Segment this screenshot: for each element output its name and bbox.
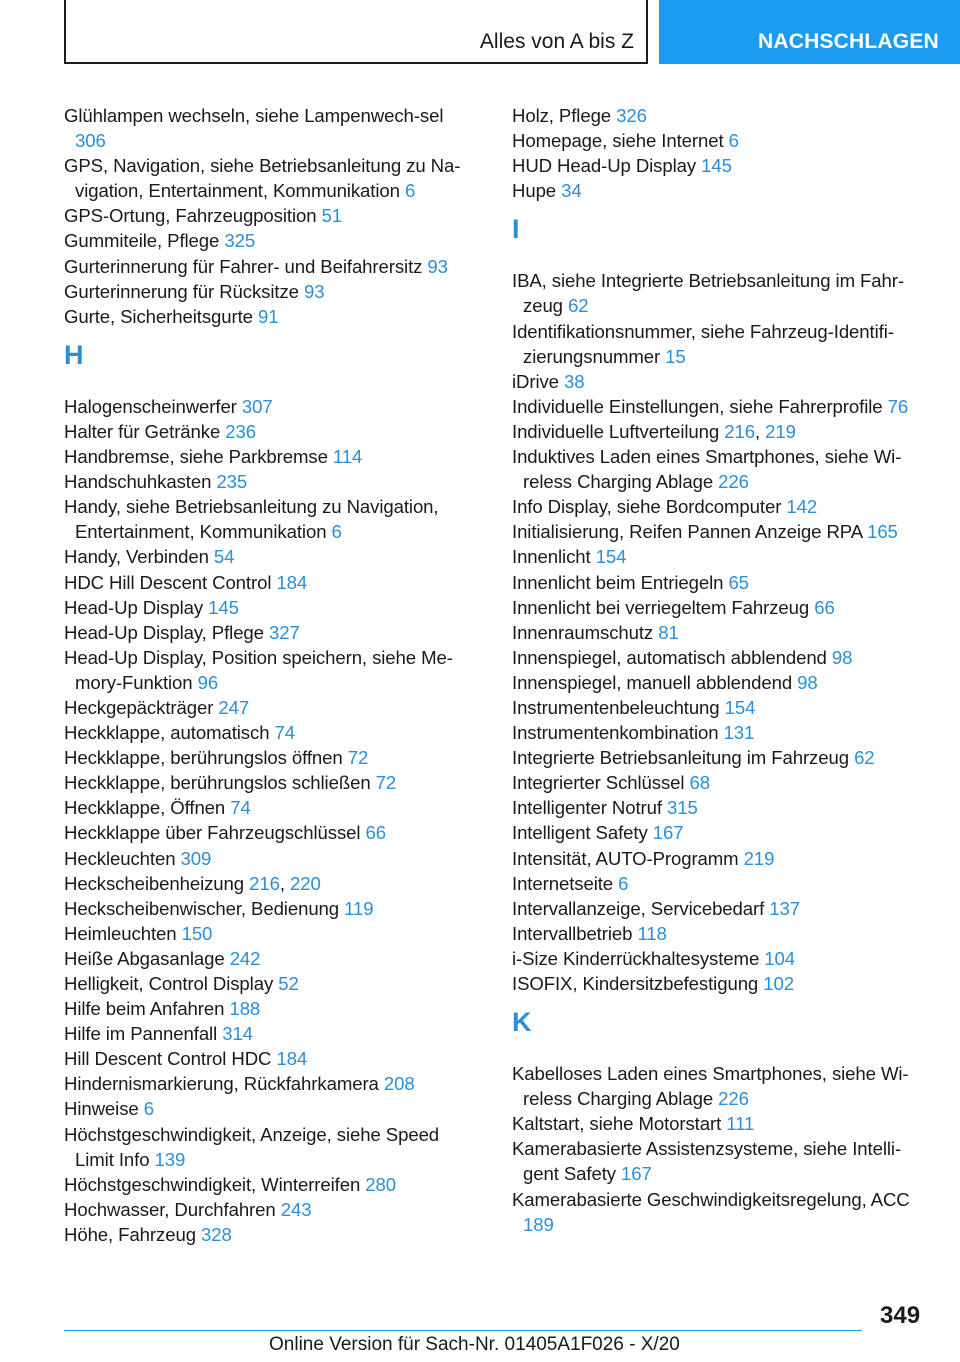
page-reference-link[interactable]: 34 xyxy=(561,180,582,202)
index-entry xyxy=(512,494,928,519)
index-entry xyxy=(512,1187,928,1237)
page-reference-link[interactable]: 81 xyxy=(658,621,679,643)
page-number: 349 xyxy=(880,1302,921,1329)
index-entry xyxy=(64,1222,474,1247)
index-column-left xyxy=(64,103,474,1247)
index-entry-term: Intervallanzeige, Servicebedarf xyxy=(512,897,765,919)
index-entry-term: Info Display, siehe Bordcomputer xyxy=(512,496,782,518)
index-entry xyxy=(64,153,474,203)
page-reference-link[interactable]: 98 xyxy=(797,671,818,693)
index-entry xyxy=(512,971,928,996)
index-entry xyxy=(64,846,474,871)
page-reference-link[interactable]: 6 xyxy=(404,180,416,202)
index-entry xyxy=(64,469,474,494)
page-reference-link[interactable]: 68 xyxy=(689,772,711,794)
index-entry xyxy=(64,254,474,279)
page-reference-link[interactable]: 62 xyxy=(854,747,875,769)
index-entry-term: Innenspiegel, automatisch abblendend xyxy=(512,646,827,668)
index-entry xyxy=(64,394,474,419)
section-title: Alles von A bis Z xyxy=(479,30,634,53)
page-reference-link[interactable]: 184 xyxy=(276,571,308,593)
index-entry-term: HDC Hill Descent Control xyxy=(64,571,272,593)
index-entry xyxy=(512,519,928,544)
page-reference-link[interactable]: 93 xyxy=(303,280,325,302)
index-entry-term: GPS, Navigation, siehe Betriebsanleitung zu Na‐vigation, Entertainment, Kommunikation xyxy=(64,155,461,202)
page-reference-link[interactable]: 96 xyxy=(197,671,219,693)
index-entry-term: Kaltstart, siehe Motorstart xyxy=(512,1113,722,1135)
index-entry-term: GPS-Ortung, Fahrzeugposition xyxy=(64,205,317,227)
index-entry xyxy=(512,871,928,896)
page-reference-link[interactable]: 188 xyxy=(229,998,261,1020)
page-reference-link[interactable]: 309 xyxy=(180,847,212,869)
index-entry xyxy=(512,153,928,178)
index-entry xyxy=(64,820,474,845)
index-entry xyxy=(64,645,474,695)
index-entry xyxy=(512,1061,928,1111)
index-entry xyxy=(64,971,474,996)
index-entry xyxy=(512,720,928,745)
page-reference-link[interactable]: 307 xyxy=(241,395,273,417)
index-entry-term: Hill Descent Control HDC xyxy=(64,1048,272,1070)
index-entry xyxy=(64,444,474,469)
index-entry-term: i-Size Kinderrückhaltesysteme xyxy=(512,947,760,969)
footer-divider xyxy=(64,1330,862,1331)
index-entry-term: ISOFIX, Kindersitzbefestigung xyxy=(512,973,759,994)
page-reference-link[interactable]: 66 xyxy=(814,596,835,618)
index-entry xyxy=(512,645,928,670)
index-entry xyxy=(512,770,928,795)
page-reference-link[interactable]: 150 xyxy=(181,922,213,944)
page-reference-link[interactable]: 280 xyxy=(365,1173,397,1195)
chapter-tab[interactable] xyxy=(659,0,960,64)
index-entry xyxy=(512,595,928,620)
index-entry-term: Kamerabasierte Geschwindigkeitsregelung, ACC xyxy=(512,1188,910,1210)
index-entry-term: Head-Up Display xyxy=(64,596,204,618)
index-entry xyxy=(64,103,474,153)
index-entry-term: Heckgepäckträger xyxy=(64,696,214,718)
index-entry-term: Gurterinnerung für Fahrer- und Beifahrersitz xyxy=(64,255,423,277)
page-reference-link[interactable]: 216 xyxy=(724,420,755,442)
index-entry-term: Gurterinnerung für Rücksitze xyxy=(64,280,299,302)
index-entry-term: Heiße Abgasanlage xyxy=(64,947,225,969)
page-reference-link[interactable]: 66 xyxy=(365,822,386,844)
index-column-right xyxy=(512,103,928,1237)
index-entry-term: Induktives Laden eines Smartphones, siehe Wi‐reless Charging Ablage xyxy=(512,446,902,493)
index-entry xyxy=(512,846,928,871)
page-reference-link[interactable]: 6 xyxy=(331,521,342,543)
index-entry xyxy=(64,896,474,921)
index-entry-term: Handschuhkasten xyxy=(64,471,212,493)
index-entry-term: Identifikationsnummer, siehe Fahrzeug-Identifi‐zierungsnummer xyxy=(512,320,894,367)
index-entry-term: Höchstgeschwindigkeit, Winterreifen xyxy=(64,1173,361,1195)
index-entry xyxy=(64,1046,474,1071)
index-entry xyxy=(512,620,928,645)
index-entry-term: Heckscheibenheizung xyxy=(64,872,245,894)
index-entry-term: IBA, siehe Integrierte Betriebsanleitung im Fahr‐zeug xyxy=(512,270,904,317)
index-entry-term: Hilfe beim Anfahren xyxy=(64,998,225,1020)
page-reference-link[interactable]: 102 xyxy=(763,973,794,994)
index-entry-term: Kamerabasierte Assistenzsysteme, siehe Intelli‐gent Safety xyxy=(512,1138,902,1185)
index-entry-term: Heckklappe, automatisch xyxy=(64,722,270,744)
index-entry xyxy=(64,1197,474,1222)
index-entry: Individuelle Luftverteilung 216, 219 xyxy=(512,420,796,442)
page-reference-link[interactable]: 76 xyxy=(887,395,909,417)
index-entry-term: Head-Up Display, Pflege xyxy=(64,621,264,643)
index-entry-term: Intensität, AUTO-Programm xyxy=(512,847,739,869)
index-entry-term: HUD Head-Up Display xyxy=(512,155,697,177)
index-entry xyxy=(64,1071,474,1096)
index-entry-term: Innenraumschutz xyxy=(512,621,654,643)
index-entry xyxy=(512,394,928,419)
index-entry xyxy=(64,228,474,253)
page-reference-link[interactable]: 208 xyxy=(383,1073,415,1095)
index-entry-term: iDrive xyxy=(512,370,559,392)
index-entry xyxy=(64,1096,474,1121)
page-reference-link[interactable]: 72 xyxy=(375,772,397,794)
page-reference-link[interactable]: 154 xyxy=(595,546,627,568)
index-entry xyxy=(64,795,474,820)
index-entry-term: Heckklappe, berührungslos schließen xyxy=(64,772,371,794)
index-entry xyxy=(512,369,928,394)
index-entry xyxy=(64,1021,474,1046)
page-reference-link[interactable]: 52 xyxy=(278,973,299,994)
index-entry xyxy=(512,695,928,720)
index-entry-term: Heimleuchten xyxy=(64,922,177,944)
index-entry xyxy=(64,494,474,544)
index-entry xyxy=(512,1111,928,1136)
chapter-tab-label: NACHSCHLAGEN xyxy=(758,30,939,53)
page-reference-link[interactable]: 167 xyxy=(652,822,684,844)
index-entry-term: Heckklappe, berührungslos öffnen xyxy=(64,747,343,769)
index-entry xyxy=(512,946,928,971)
index-entry-term: Helligkeit, Control Display xyxy=(64,973,274,994)
page-reference-link[interactable]: 139 xyxy=(154,1148,186,1170)
page-reference-link[interactable]: 114 xyxy=(332,446,363,468)
page-reference-link[interactable]: 74 xyxy=(274,722,295,744)
index-entry-term: Initialisierung, Reifen Pannen Anzeige RPA xyxy=(512,521,862,543)
page-reference-link[interactable]: 51 xyxy=(321,205,343,227)
page-reference-link[interactable]: 137 xyxy=(769,897,801,919)
page-reference-link[interactable]: 220 xyxy=(289,872,321,894)
page-reference-link[interactable]: 145 xyxy=(208,596,239,618)
page-reference-link[interactable]: 154 xyxy=(724,696,756,718)
index-entry-term: Instrumentenbeleuchtung xyxy=(512,696,720,718)
page-reference-link[interactable]: 15 xyxy=(665,345,686,367)
index-entry-term: Intervallbetrieb xyxy=(512,922,633,944)
page-reference-link[interactable]: 98 xyxy=(831,646,853,668)
index-entry xyxy=(64,595,474,620)
index-entry-term: Intelligent Safety xyxy=(512,822,648,844)
page-reference-link[interactable]: 142 xyxy=(786,496,818,518)
page-reference-link[interactable]: 216 xyxy=(249,872,280,894)
index-entry xyxy=(64,570,474,595)
index-entry-term: Innenlicht bei verriegeltem Fahrzeug xyxy=(512,596,810,618)
index-entry xyxy=(512,268,928,318)
page-reference-link[interactable]: 74 xyxy=(230,797,251,819)
page-reference-link[interactable]: 328 xyxy=(201,1223,232,1245)
page-reference-link[interactable]: 167 xyxy=(621,1163,652,1185)
section-letter-heading: H xyxy=(64,339,84,370)
page-reference-link[interactable]: 6 xyxy=(618,872,629,894)
header-section-box xyxy=(64,0,648,64)
index-entry-term: Höchstgeschwindigkeit, Anzeige, siehe Speed Limit Info xyxy=(64,1123,440,1170)
page-reference-link[interactable]: 236 xyxy=(225,420,257,442)
index-entry xyxy=(512,103,928,128)
index-entry xyxy=(512,820,928,845)
page-reference-link[interactable]: 104 xyxy=(764,947,795,969)
page-reference-link[interactable]: 325 xyxy=(224,230,256,252)
page-reference-link[interactable]: 242 xyxy=(229,947,261,969)
index-entry-term: Hindernismarkierung, Rückfahrkamera xyxy=(64,1073,379,1095)
index-entry-term: Handy, siehe Betriebsanleitung zu Navigation, Entertainment, Kommunikation xyxy=(64,496,439,543)
page-reference-link[interactable]: 226 xyxy=(718,1088,749,1110)
index-entry-term: Innenlicht beim Entriegeln xyxy=(512,571,724,593)
page-reference-link[interactable]: 247 xyxy=(218,696,250,718)
index-entry xyxy=(64,544,474,569)
index-entry-term: Instrumentenkombination xyxy=(512,722,719,744)
page-reference-link[interactable]: 93 xyxy=(427,255,448,277)
page-reference-link[interactable]: 6 xyxy=(728,130,739,152)
index-entry-term: Höhe, Fahrzeug xyxy=(64,1223,196,1245)
index-entry-term: Internetseite xyxy=(512,872,614,894)
index-entry xyxy=(64,1172,474,1197)
index-entry xyxy=(64,996,474,1021)
index-entry-term: Individuelle Luftverteilung xyxy=(512,420,720,442)
index-entry xyxy=(512,570,928,595)
index-entry-term: Integrierte Betriebsanleitung im Fahrzeug xyxy=(512,747,849,769)
page-reference-link[interactable]: 38 xyxy=(564,370,585,392)
index-entry-term: Integrierter Schlüssel xyxy=(512,772,685,794)
index-entry xyxy=(64,745,474,770)
index-entry-term: Hilfe im Pannenfall xyxy=(64,1023,218,1045)
page-reference-link[interactable]: 243 xyxy=(280,1198,312,1220)
index-entry xyxy=(64,279,474,304)
index-entry xyxy=(512,745,928,770)
index-entry-term: Heckklappe, Öffnen xyxy=(64,797,226,819)
page-reference-link[interactable]: 62 xyxy=(568,295,589,317)
index-entry-term: Gurte, Sicherheitsgurte xyxy=(64,305,253,327)
index-entry-term: Heckscheibenwischer, Bedienung xyxy=(64,897,340,919)
index-entry xyxy=(512,128,928,153)
index-entry xyxy=(512,670,928,695)
page-reference-link[interactable]: 131 xyxy=(723,722,755,744)
index-entry xyxy=(64,1122,474,1172)
page-reference-link[interactable]: 235 xyxy=(216,471,248,493)
page-reference-link[interactable]: 326 xyxy=(616,105,647,126)
page-reference-link[interactable]: 6 xyxy=(143,1098,154,1120)
page-reference-link[interactable]: 54 xyxy=(213,546,235,568)
page-reference-link[interactable]: 306 xyxy=(75,130,106,152)
index-entry-term: Gummiteile, Pflege xyxy=(64,230,220,252)
index-entry-term: Innenspiegel, manuell abblendend xyxy=(512,671,793,693)
index-entry-term: Heckklappe über Fahrzeugschlüssel xyxy=(64,822,361,844)
index-entry xyxy=(64,203,474,228)
page-reference-link[interactable]: 327 xyxy=(269,621,300,643)
page-reference-link[interactable]: 184 xyxy=(276,1048,308,1070)
page-reference-link[interactable]: 226 xyxy=(718,471,749,493)
index-entry xyxy=(64,946,474,971)
index-entry-term: Handy, Verbinden xyxy=(64,546,209,568)
section-letter-heading: K xyxy=(512,1007,532,1038)
index-entry xyxy=(512,544,928,569)
footer-online-version: Online Version für Sach-Nr. 01405A1F026 - X/20 xyxy=(269,1334,680,1355)
index-entry-term: Handbremse, siehe Parkbremse xyxy=(64,446,328,468)
index-entry xyxy=(64,620,474,645)
page-reference-link[interactable]: 72 xyxy=(347,747,369,769)
index-entry-term: Intelligenter Notruf xyxy=(512,797,662,819)
index-entry-term: Innenlicht xyxy=(512,546,591,568)
section-letter-heading: I xyxy=(512,214,520,245)
index-entry xyxy=(64,304,474,329)
page-reference-link[interactable]: 315 xyxy=(667,797,698,819)
index-entry: Heckscheibenheizung 216, 220 xyxy=(64,872,321,894)
index-entry-term: Head-Up Display, Position speichern, siehe Me‐mory-Funktion xyxy=(64,646,453,693)
index-entry-term: Halogenscheinwerfer xyxy=(64,395,237,417)
page-reference-link[interactable]: 165 xyxy=(867,521,898,543)
index-entry xyxy=(512,444,928,494)
index-entry xyxy=(512,319,928,369)
index-entry xyxy=(64,720,474,745)
index-entry xyxy=(512,896,928,921)
index-entry xyxy=(512,178,928,203)
page-reference-link[interactable]: 314 xyxy=(222,1023,253,1045)
index-entry xyxy=(64,419,474,444)
index-entry-term: Halter für Getränke xyxy=(64,420,221,442)
page-reference-link[interactable]: 189 xyxy=(523,1213,554,1235)
index-entry xyxy=(64,695,474,720)
page-reference-link[interactable]: 111 xyxy=(726,1113,755,1135)
index-entry-term: Hupe xyxy=(512,180,557,202)
index-entry-term: Homepage, siehe Internet xyxy=(512,130,724,152)
index-entry-term: Individuelle Einstellungen, siehe Fahrerprofile xyxy=(512,395,883,417)
index-entry xyxy=(512,921,928,946)
index-entry xyxy=(512,795,928,820)
index-entry xyxy=(64,921,474,946)
index-entry-term: Hinweise xyxy=(64,1098,139,1120)
index-entry xyxy=(512,1136,928,1186)
page-reference-link[interactable]: 65 xyxy=(728,571,749,593)
index-entry-term: Glühlampen wechseln, siehe Lampenwech‐sel xyxy=(64,105,444,126)
index-entry-term: Hochwasser, Durchfahren xyxy=(64,1198,276,1220)
index-entry-term: Heckleuchten xyxy=(64,847,176,869)
index-entry xyxy=(64,770,474,795)
page-reference-link[interactable]: 118 xyxy=(637,922,667,944)
page-reference-link[interactable]: 119 xyxy=(344,897,374,919)
page-reference-link[interactable]: 219 xyxy=(765,420,796,442)
page-reference-link[interactable]: 219 xyxy=(743,847,775,869)
page-reference-link[interactable]: 91 xyxy=(257,305,279,327)
page-reference-link[interactable]: 145 xyxy=(701,155,732,177)
index-entry-term: Kabelloses Laden eines Smartphones, siehe Wi‐reless Charging Ablage xyxy=(512,1063,909,1110)
index-entry-term: Holz, Pflege xyxy=(512,105,612,126)
